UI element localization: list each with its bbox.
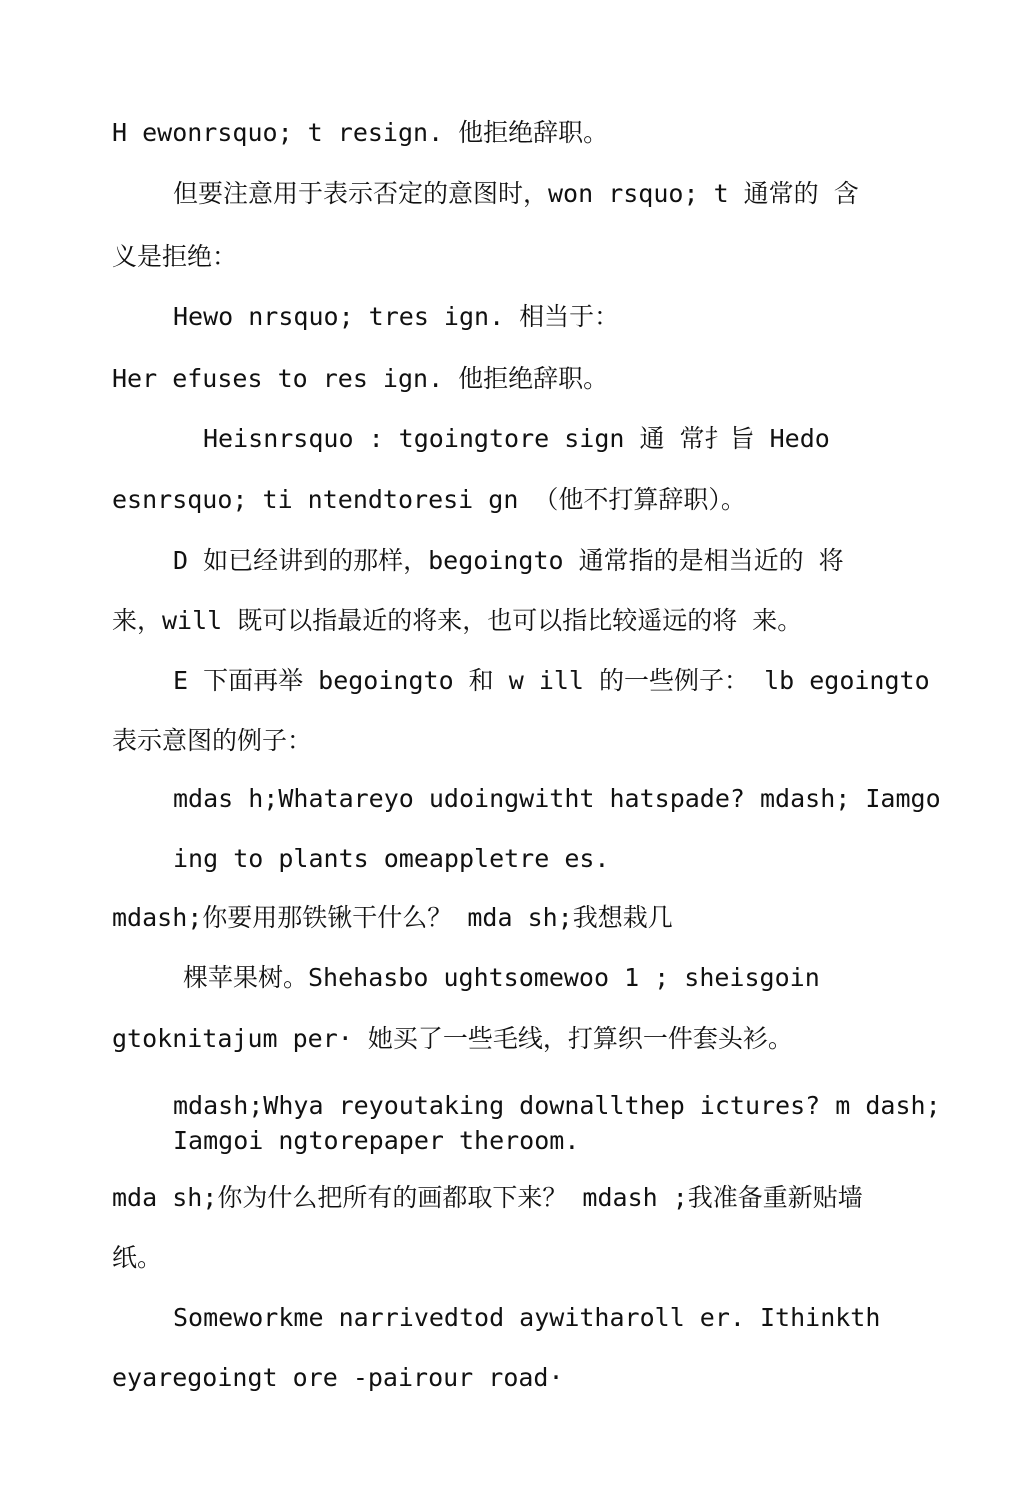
text-line: 来，will 既可以指最近的将来，也可以指比较遥远的将 来。 (112, 606, 803, 635)
text-line: Someworkme narrivedtod aywitharoll er. Ithinkth (173, 1303, 881, 1332)
text-line: 棵苹果树。Shehasbo ughtsomewoo 1 ; sheisgoin (183, 963, 820, 992)
text-line: mdash;Whya reyoutaking downallthep ictures? m dash; (173, 1091, 941, 1120)
text-line: 但要注意用于表示否定的意图时，won rsquo; t 通常的 含 (173, 179, 859, 208)
text-line: ing to plants omeappletre es. (173, 844, 610, 873)
text-line: 纸。 (112, 1243, 163, 1272)
text-line: eyaregoingt ore -pairour road· (112, 1363, 564, 1392)
text-line: Her efuses to res ign. 他拒绝辞职。 (112, 364, 609, 393)
text-line: E 下面再举 begoingto 和 w ill 的一些例子： lb egoingto (173, 666, 930, 695)
text-line: mdash;你要用那铁锹干什么？ mda sh;我想栽几 (112, 903, 673, 932)
text-line: mdas h;Whatareyo udoingwitht hatspade? mdash; Iamgo (173, 784, 941, 813)
text-line: mda sh;你为什么把所有的画都取下来？ mdash ;我准备重新贴墙 (112, 1183, 863, 1212)
text-line: H ewonrsquo; t resign. 他拒绝辞职。 (112, 118, 609, 147)
text-line: Iamgoi ngtorepaper theroom. (173, 1126, 580, 1155)
text-line: esnrsquo; ti ntendtoresi gn （他不打算辞职）。 (112, 485, 746, 514)
text-line: Heisnrsquo : tgoingtore sign 通 常扌旨 Hedo (203, 424, 830, 453)
text-line: 义是拒绝： (112, 242, 238, 271)
text-line: Hewo nrsquo; tres ign. 相当于： (173, 302, 620, 331)
text-line: D 如已经讲到的那样，begoingto 通常指的是相当近的 将 (173, 546, 844, 575)
text-line: 表示意图的例子： (112, 726, 313, 755)
text-line: gtoknitajum per· 她买了一些毛线，打算织一件套头衫。 (112, 1024, 793, 1053)
